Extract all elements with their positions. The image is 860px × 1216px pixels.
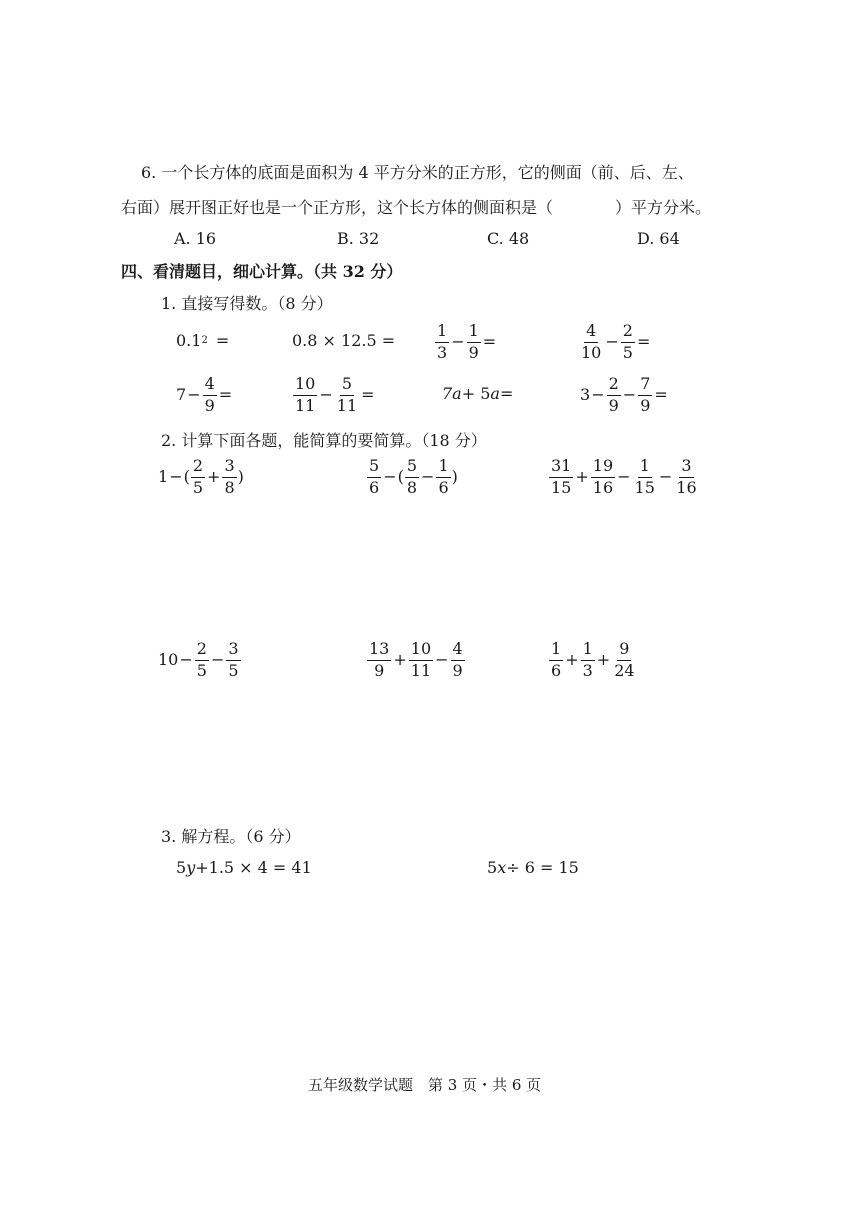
minus: − (658, 467, 673, 487)
fraction: $\frac{7}{9}$ (640, 374, 651, 415)
q6-option-c[interactable]: C. 48 (487, 229, 530, 248)
part3-title: 3. 解方程。（6 分） (161, 827, 301, 846)
fraction: $\frac{10}{11}$ (295, 374, 316, 415)
minus: − (187, 385, 201, 405)
equals: = (361, 385, 375, 405)
left-paren: ( (183, 467, 190, 487)
expr-p1-4 (578, 323, 651, 362)
plus: + (575, 467, 589, 487)
q6-line2 (121, 195, 711, 218)
equation-rest: +1.5 × 4 = 41 (195, 858, 312, 877)
minus: − (421, 467, 435, 487)
minus: − (435, 650, 449, 670)
equals: = (636, 332, 651, 352)
fraction: $\frac{5}{8}$ (406, 456, 418, 497)
fraction: $\frac{13}{9}$ (369, 639, 390, 680)
variable: a (490, 384, 500, 403)
minus: − (591, 385, 605, 405)
left-paren: ( (397, 467, 404, 487)
fraction: $\frac{4}{9}$ (204, 374, 215, 415)
fraction: $\frac{4}{10}$ (581, 321, 602, 362)
whole-number: 7 (176, 385, 187, 405)
section-4-title: 四、看清题目，细心计算。（共 32 分） (121, 262, 403, 281)
q6-option-b[interactable]: B. 32 (337, 229, 380, 248)
expr-p2-f (548, 641, 638, 680)
fraction: $\frac{3}{5}$ (228, 639, 239, 680)
fraction: $\frac{1}{9}$ (468, 321, 479, 362)
minus: − (179, 650, 193, 670)
q6-line2-text: 右面）展开图正好也是一个正方形，这个长方体的侧面积是（ (121, 198, 554, 217)
q6-option-a[interactable]: A. 16 (174, 229, 217, 248)
expr-p1-6 (292, 376, 376, 415)
part2-title: 2. 计算下面各题，能简算的要简算。（18 分） (161, 431, 487, 450)
equation-rest: ÷ 6 = 15 (506, 858, 579, 877)
fraction: $\frac{1}{3}$ (437, 321, 448, 362)
plus: + (565, 650, 579, 670)
fraction: $\frac{5}{6}$ (369, 456, 380, 497)
plus: + (207, 467, 221, 487)
whole-number: 10 (158, 650, 179, 670)
fraction: $\frac{1}{6}$ (551, 639, 562, 680)
plus: + (393, 650, 407, 670)
fraction: $\frac{3}{8}$ (224, 456, 235, 497)
whole-number: 1 (158, 467, 169, 487)
expr-p2-e (366, 641, 466, 680)
fraction: $\frac{1}{3}$ (582, 639, 593, 680)
fraction: $\frac{4}{9}$ (452, 639, 463, 680)
expr-p1-2 (292, 333, 395, 349)
coefficient: 5 (176, 858, 187, 877)
equation-1 (176, 860, 312, 876)
fraction: $\frac{5}{11}$ (336, 374, 358, 415)
expr-p2-d (158, 641, 242, 680)
fraction: $\frac{2}{5}$ (622, 321, 633, 362)
minus: − (605, 332, 619, 352)
fraction: $\frac{9}{24}$ (614, 639, 635, 680)
fraction: $\frac{2}{9}$ (608, 374, 619, 415)
equals: = (654, 385, 668, 405)
fraction: $\frac{19}{16}$ (592, 456, 614, 497)
q6-line2-end: ）平方分米。 (615, 198, 712, 217)
expr-p2-b (366, 458, 458, 497)
whole-number: 3 (580, 385, 591, 405)
equals: = (499, 384, 514, 403)
expr-p2-a (158, 458, 244, 497)
base: 0.1 (176, 331, 202, 350)
expr-p1-1 (176, 333, 230, 349)
minus: − (617, 467, 631, 487)
right-paren: ) (451, 467, 458, 487)
term: 7a (442, 384, 462, 403)
equation-2 (487, 860, 579, 876)
expr-p1-3 (434, 323, 497, 362)
equals: = (482, 332, 497, 352)
expr-p1-7 (442, 386, 513, 402)
fraction: $\frac{3}{16}$ (676, 456, 697, 497)
minus: − (319, 385, 333, 405)
minus: − (622, 385, 637, 405)
fraction: $\frac{10}{11}$ (410, 639, 432, 680)
page-footer: 五年级数学试题 第 3 页・共 6 页 (308, 1076, 542, 1094)
expr-p1-5 (176, 376, 233, 415)
expr-p1-8 (580, 376, 669, 415)
fraction: $\frac{1}{6}$ (438, 456, 449, 497)
fraction: $\frac{1}{15}$ (634, 456, 655, 497)
variable: x (497, 858, 507, 877)
expression-text: 0.8 × 12.5 = (292, 331, 396, 350)
plus: + (596, 650, 611, 670)
fraction: $\frac{2}{5}$ (196, 639, 207, 680)
equals: = (215, 331, 230, 350)
minus: − (210, 650, 225, 670)
right-paren: ) (237, 467, 244, 487)
equals: = (218, 385, 233, 405)
coefficient: 5 (487, 858, 498, 877)
q6-option-d[interactable]: D. 64 (637, 229, 680, 248)
minus: − (169, 467, 183, 487)
fraction: $\frac{2}{5}$ (192, 456, 204, 497)
variable: y (186, 858, 196, 877)
plus: + 5 (461, 384, 491, 403)
minus: − (451, 332, 465, 352)
q6-line1: 6. 一个长方体的底面是面积为 4 平方分米的正方形，它的侧面（前、后、左、 (141, 163, 694, 182)
minus: − (383, 467, 397, 487)
part1-title: 1. 直接写得数。（8 分） (161, 294, 333, 313)
expr-p2-c (548, 458, 700, 497)
fraction: $\frac{31}{15}$ (551, 456, 572, 497)
exponent: 2 (201, 335, 208, 346)
